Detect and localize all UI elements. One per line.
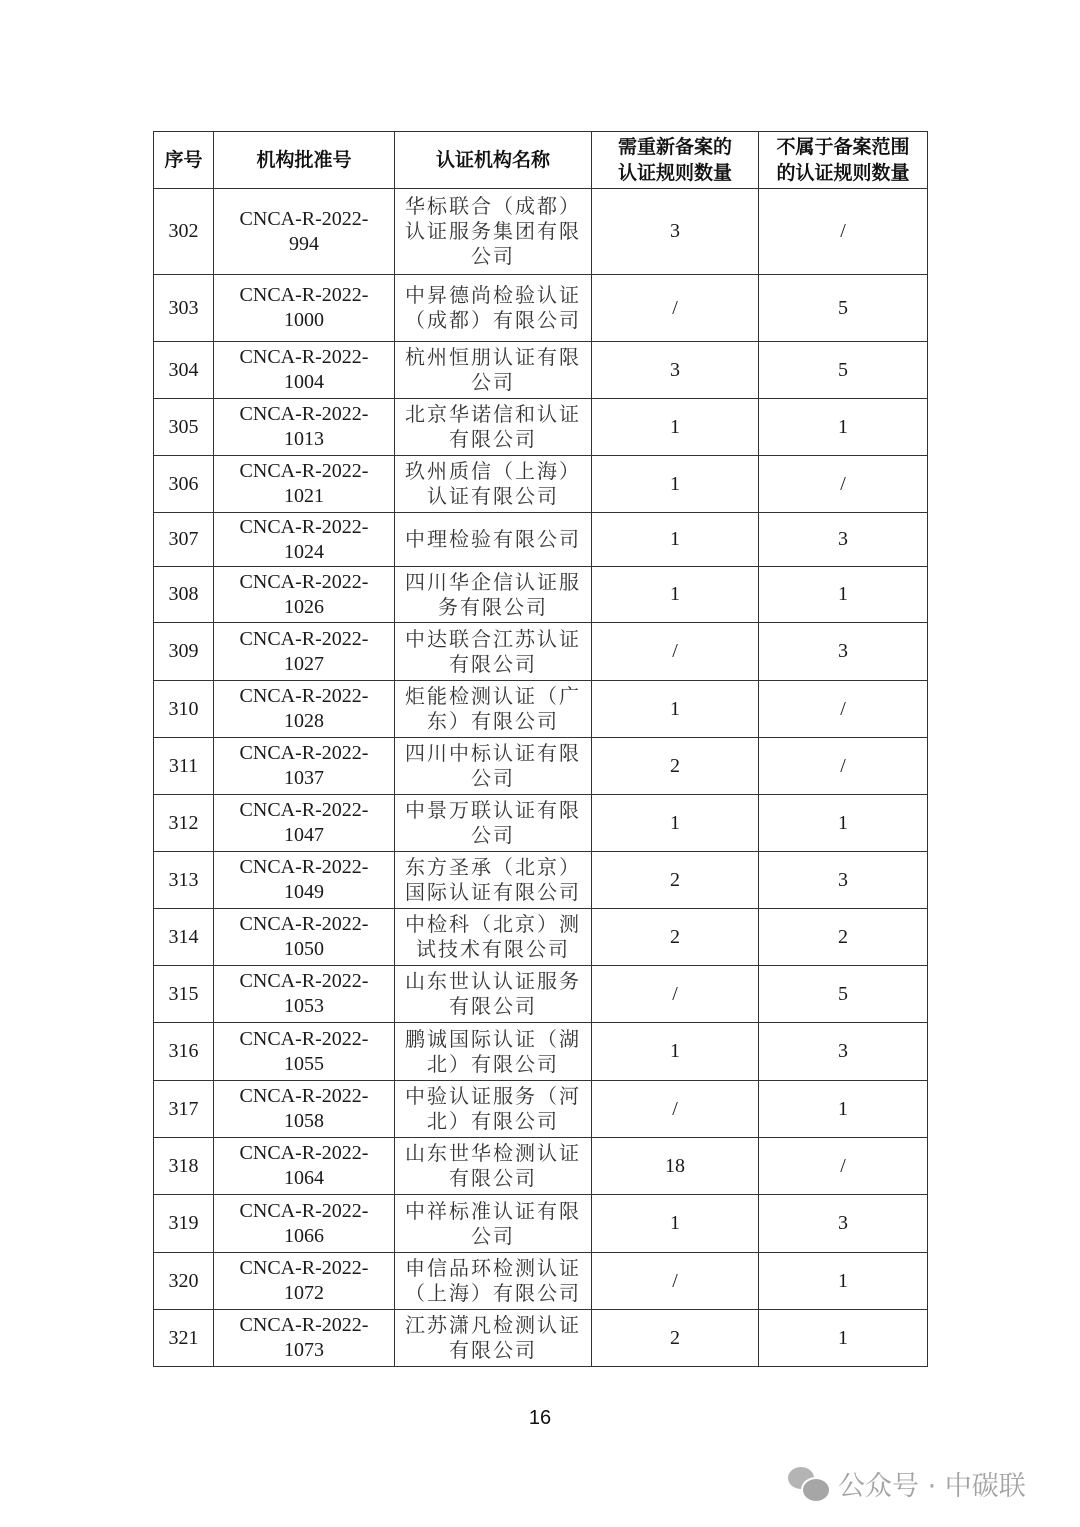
cell-org-name: 中昇德尚检验认证（成都）有限公司 [395,275,592,342]
table-row [154,852,928,909]
cell-seq: 308 [154,567,214,623]
cell-seq: 304 [154,342,214,399]
cell-seq: 303 [154,275,214,342]
cell-org-name: 中景万联认证有限公司 [395,795,592,852]
cell-seq: 319 [154,1195,214,1253]
approval-line2: 1064 [284,1167,324,1189]
cell-not-in-scope: 1 [759,1081,928,1138]
approval-line1: CNCA-R-2022- [239,1142,369,1164]
approval-line2: 1073 [284,1339,324,1361]
cell-approval-no [214,456,395,513]
cell-seq: 320 [154,1253,214,1310]
cell-not-in-scope: 1 [759,567,928,623]
cell-need-refile: / [592,1081,759,1138]
approval-line2: 1037 [284,767,324,789]
approval-line2: 1058 [284,1110,324,1132]
table-row [154,909,928,966]
cell-org-name: 杭州恒朋认证有限公司 [395,342,592,399]
cell-need-refile: / [592,623,759,681]
cell-approval-no [214,342,395,399]
cell-approval-no [214,681,395,738]
cell-seq: 316 [154,1023,214,1081]
approval-line2: 1027 [284,652,324,675]
header-not-in-scope-line2: 的认证规则数量 [776,162,910,184]
header-need-refile [592,132,759,189]
cell-need-refile: 1 [592,567,759,623]
cell-approval-no [214,1023,395,1081]
table-row [154,623,928,681]
cell-org-name: 四川中标认证有限公司 [395,738,592,795]
cell-need-refile: / [592,275,759,342]
cell-org-name: 四川华企信认证服务有限公司 [395,567,592,623]
cell-need-refile: 1 [592,399,759,456]
table-row [154,1310,928,1367]
cell-need-refile: 1 [592,795,759,852]
table-row [154,1195,928,1253]
approval-line2: 994 [289,232,319,255]
cell-need-refile: 3 [592,189,759,275]
cell-approval-no [214,738,395,795]
cell-seq: 305 [154,399,214,456]
header-org-name: 认证机构名称 [395,132,592,189]
cell-seq: 312 [154,795,214,852]
cell-org-name: 山东世认认证服务有限公司 [395,966,592,1023]
cell-not-in-scope: / [759,1138,928,1195]
cell-seq: 315 [154,966,214,1023]
table-row [154,399,928,456]
cell-need-refile: 2 [592,738,759,795]
approval-line1: CNCA-R-2022- [239,685,369,707]
page-number: 16 [528,1407,552,1429]
table-row [154,966,928,1023]
table-row [154,1253,928,1310]
cell-seq: 321 [154,1310,214,1367]
cell-approval-no [214,1310,395,1367]
approval-line2: 1047 [284,824,324,846]
approval-line1: CNCA-R-2022- [239,970,369,992]
header-not-in-scope-line1: 不属于备案范围 [776,136,910,158]
approval-line2: 1066 [284,1224,324,1247]
approval-line2: 1049 [284,881,324,903]
cell-org-name: 华标联合（成都）认证服务集团有限公司 [395,189,592,275]
approval-line1: CNCA-R-2022- [239,207,369,230]
cell-need-refile: 3 [592,342,759,399]
header-approval-no: 机构批准号 [214,132,395,189]
cell-org-name: 炬能检测认证（广东）有限公司 [395,681,592,738]
cell-approval-no [214,795,395,852]
cell-seq: 314 [154,909,214,966]
cell-seq: 310 [154,681,214,738]
cell-seq: 307 [154,513,214,567]
cell-approval-no [214,1253,395,1310]
approval-line1: CNCA-R-2022- [239,570,369,593]
cell-need-refile: / [592,1253,759,1310]
cell-approval-no [214,189,395,275]
cell-approval-no [214,513,395,567]
cell-not-in-scope: / [759,681,928,738]
cell-need-refile: 1 [592,456,759,513]
cell-approval-no [214,1195,395,1253]
table-row [154,275,928,342]
cell-seq: 309 [154,623,214,681]
table-row [154,1081,928,1138]
cell-org-name: 中理检验有限公司 [395,513,592,567]
approval-line2: 1004 [284,371,324,393]
cell-need-refile: 2 [592,909,759,966]
cell-not-in-scope: 5 [759,275,928,342]
approval-line2: 1053 [284,995,324,1017]
table-row [154,513,928,567]
cell-not-in-scope: 1 [759,795,928,852]
header-need-refile-line2: 认证规则数量 [617,162,732,184]
cell-seq: 311 [154,738,214,795]
header-not-in-scope [759,132,928,189]
cell-not-in-scope: / [759,456,928,513]
cell-approval-no [214,623,395,681]
table-row [154,738,928,795]
cell-not-in-scope: 5 [759,342,928,399]
cell-not-in-scope: / [759,189,928,275]
watermark [788,1463,1026,1503]
table-row [154,681,928,738]
cell-not-in-scope: 1 [759,1253,928,1310]
cell-seq: 306 [154,456,214,513]
approval-line1: CNCA-R-2022- [239,460,369,482]
approval-line1: CNCA-R-2022- [239,403,369,425]
cell-org-name: 中验认证服务（河北）有限公司 [395,1081,592,1138]
cell-org-name: 北京华诺信和认证有限公司 [395,399,592,456]
approval-line1: CNCA-R-2022- [239,627,369,650]
cell-not-in-scope: 1 [759,399,928,456]
cell-need-refile: 18 [592,1138,759,1195]
approval-line2: 1055 [284,1052,324,1075]
approval-line2: 1013 [284,428,324,450]
cell-org-name: 山东世华检测认证有限公司 [395,1138,592,1195]
approval-line2: 1000 [284,309,324,331]
approval-line2: 1024 [284,540,324,563]
cell-org-name: 江苏潇凡检测认证有限公司 [395,1310,592,1367]
cell-not-in-scope: 3 [759,1195,928,1253]
cell-need-refile: 1 [592,1023,759,1081]
approval-line1: CNCA-R-2022- [239,284,369,306]
cell-approval-no [214,966,395,1023]
header-seq: 序号 [154,132,214,189]
cell-not-in-scope: 1 [759,1310,928,1367]
cell-not-in-scope: 3 [759,1023,928,1081]
cell-need-refile: 1 [592,513,759,567]
approval-line2: 1050 [284,938,324,960]
cell-seq: 317 [154,1081,214,1138]
cell-approval-no [214,1138,395,1195]
approval-line2: 1021 [284,485,324,507]
cell-not-in-scope: 3 [759,513,928,567]
cell-not-in-scope: 2 [759,909,928,966]
cell-need-refile: 1 [592,1195,759,1253]
cell-need-refile: / [592,966,759,1023]
approval-line1: CNCA-R-2022- [239,742,369,764]
cell-org-name: 东方圣承（北京）国际认证有限公司 [395,852,592,909]
table-header-row [154,132,928,189]
cell-not-in-scope: / [759,738,928,795]
cell-approval-no [214,399,395,456]
cell-seq: 302 [154,189,214,275]
approval-line1: CNCA-R-2022- [239,799,369,821]
cell-org-name: 中检科（北京）测试技术有限公司 [395,909,592,966]
approval-line2: 1026 [284,595,324,618]
approval-line1: CNCA-R-2022- [239,1027,369,1050]
cell-approval-no [214,1081,395,1138]
approval-line1: CNCA-R-2022- [239,1199,369,1222]
certification-rules-table [153,131,928,1367]
watermark-text: 公众号 · 中碳联 [838,1470,1026,1502]
cell-need-refile: 2 [592,852,759,909]
cell-seq: 318 [154,1138,214,1195]
approval-line2: 1028 [284,710,324,732]
cell-need-refile: 1 [592,681,759,738]
approval-line1: CNCA-R-2022- [239,1085,369,1107]
table-row [154,189,928,275]
cell-org-name: 鹏诚国际认证（湖北）有限公司 [395,1023,592,1081]
cell-approval-no [214,909,395,966]
table-body [154,189,928,1367]
cell-org-name: 中达联合江苏认证有限公司 [395,623,592,681]
table-row [154,1023,928,1081]
table-row [154,795,928,852]
cell-approval-no [214,275,395,342]
approval-line1: CNCA-R-2022- [239,913,369,935]
approval-line1: CNCA-R-2022- [239,346,369,368]
cell-not-in-scope: 5 [759,966,928,1023]
cell-org-name: 申信品环检测认证（上海）有限公司 [395,1253,592,1310]
header-need-refile-line1: 需重新备案的 [617,136,732,158]
cell-not-in-scope: 3 [759,623,928,681]
cell-org-name: 玖州质信（上海）认证有限公司 [395,456,592,513]
table-row [154,567,928,623]
cell-approval-no [214,567,395,623]
cell-org-name: 中祥标准认证有限公司 [395,1195,592,1253]
approval-line1: CNCA-R-2022- [239,856,369,878]
table-row [154,342,928,399]
cell-need-refile: 2 [592,1310,759,1367]
approval-line1: CNCA-R-2022- [239,1257,369,1279]
cell-seq: 313 [154,852,214,909]
cell-not-in-scope: 3 [759,852,928,909]
approval-line1: CNCA-R-2022- [239,1314,369,1336]
approval-line1: CNCA-R-2022- [239,515,369,538]
table-row [154,1138,928,1195]
approval-line2: 1072 [284,1282,324,1304]
wechat-icon [788,1465,830,1501]
cell-approval-no [214,852,395,909]
table-row [154,456,928,513]
